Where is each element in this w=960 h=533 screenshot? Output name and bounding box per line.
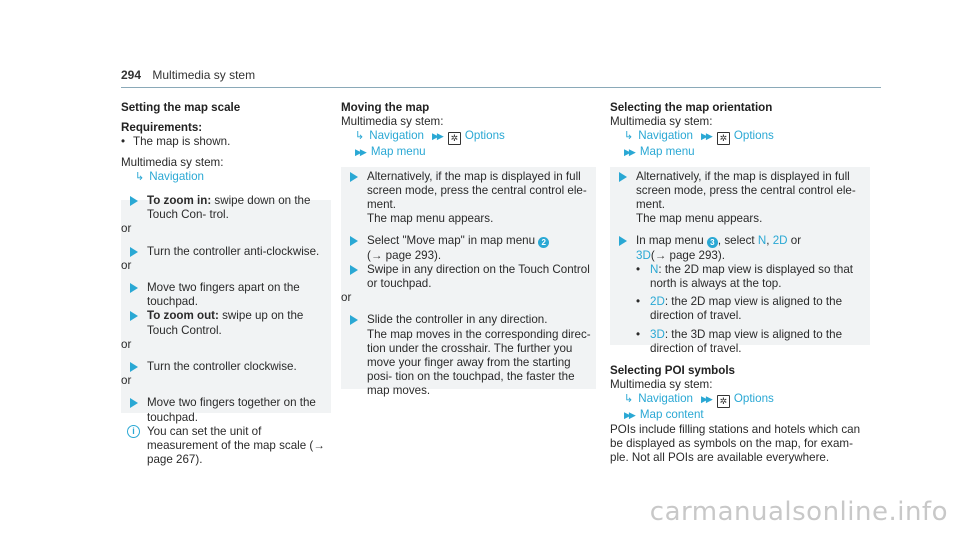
step-press-central [341, 170, 596, 227]
step-text: Alternatively, if the map is displayed in full screen mode, press the central control ele- ment. [367, 169, 587, 212]
step-text: Turn the controller anti-clockwise. [147, 244, 320, 258]
callout-number: 2 [538, 237, 549, 248]
path-options-label: Options [464, 129, 505, 143]
step-text: Move two fingers apart on the touchpad. [147, 281, 300, 309]
return-arrow-icon: ↳ [355, 130, 365, 143]
options-icon: ✲ [717, 395, 730, 408]
heading-map-scale: Setting the map scale [121, 101, 241, 114]
mm-label: Multimedia sy stem: [610, 115, 713, 129]
sub-option-2d: • 2D: the 2D map view is aligned to the direction of travel. [636, 295, 843, 323]
info-icon: i [127, 425, 140, 438]
step-result-text: The map moves in the corresponding direc- tion under the crosshair. The further you move your finger away from the starting posi- tion on the touchpad, the faster the map moves. [367, 327, 591, 398]
return-arrow-icon: ↳ [624, 393, 634, 406]
poi-description: POIs include filling stations and hotels which can be displayed as symbols on the map, for exam- ple. Not all POIs are available everywhere. [610, 422, 861, 465]
column-moving-map [341, 101, 596, 399]
step-arrow-icon [130, 283, 138, 293]
step-zoom-in [121, 194, 331, 222]
or-text: or [121, 258, 132, 272]
step-text: Slide the controller in any direction. [367, 313, 548, 327]
column-orientation [610, 101, 870, 465]
step-fingers-apart [121, 281, 331, 309]
option-n-label: N [650, 262, 659, 276]
step-arrow-icon [350, 265, 358, 275]
step-text: In map menu [636, 234, 704, 248]
path-navigation-options[interactable] [341, 129, 596, 145]
step-arrow-icon [130, 311, 138, 321]
page-header [121, 68, 255, 82]
path-options-label: Options [733, 392, 774, 406]
path-nav-label: Navigation [638, 129, 694, 143]
double-chevron-icon: ▶▶ [432, 131, 442, 142]
option-3d[interactable]: 3D [636, 248, 651, 262]
mm-label: Multimedia sy stem: [121, 155, 224, 169]
step-fingers-together [121, 396, 331, 424]
option-2d-label: 2D [650, 295, 665, 309]
return-arrow-icon: ↳ [624, 130, 634, 143]
or-text: or [121, 222, 132, 236]
page-ref: (→ page 293). [367, 248, 442, 262]
zoom-in-label: To zoom in: [147, 194, 212, 208]
heading-orientation: Selecting the map orientation [610, 101, 773, 114]
step-clockwise [121, 360, 331, 374]
step-text: Move two fingers together on the touchpad. [147, 396, 316, 424]
option-3d-label: 3D [650, 327, 665, 341]
column-map-scale [121, 101, 331, 467]
path-menu-label: Map menu [370, 145, 426, 159]
step-text: Turn the controller clockwise. [147, 360, 297, 374]
double-chevron-icon: ▶▶ [355, 147, 365, 158]
step-arrow-icon [130, 362, 138, 372]
step-text: Select "Move map" in map menu [367, 234, 536, 248]
path-options-label: Options [733, 129, 774, 143]
double-chevron-icon: ▶▶ [624, 410, 634, 421]
watermark: carmanualsonline.info [649, 497, 948, 527]
sub-option-3d: • 3D: the 3D map view is aligned to the direction of travel. [636, 327, 843, 355]
requirement-item: • The map is shown. [121, 135, 231, 149]
callout-number: 3 [707, 237, 718, 248]
step-arrow-icon [619, 236, 627, 246]
step-select-orientation: In map menu 3 , select N, 2D or 3D(→ page 293). [610, 234, 870, 262]
path-menu-label: Map menu [639, 145, 695, 159]
heading-poi: Selecting POI symbols [610, 364, 735, 378]
step-slide-controller [341, 313, 596, 398]
path-nav-label: Navigation [149, 169, 205, 183]
requirements-label: Requirements: [121, 121, 203, 135]
or-text: or [121, 337, 132, 351]
options-icon: ✲ [448, 132, 461, 145]
step-text-select: , select [717, 234, 755, 248]
info-note [121, 425, 331, 468]
heading-moving-map: Moving the map [341, 101, 430, 114]
option-n-desc: : the 2D map view is displayed so that north is always at the top. [650, 262, 853, 291]
info-text: You can set the unit of measurement of the map scale (→ page 267). [147, 424, 325, 467]
double-chevron-icon: ▶▶ [701, 131, 711, 142]
step-anticlockwise [121, 245, 331, 259]
path-nav-label: Navigation [369, 129, 425, 143]
option-n[interactable]: N [757, 234, 767, 248]
option-2d[interactable]: 2D [772, 234, 788, 248]
double-chevron-icon: ▶▶ [624, 147, 634, 158]
step-text: Swipe in any direction on the Touch Control or touchpad. [367, 262, 590, 291]
requirement-text: The map is shown. [133, 135, 231, 149]
path-map-menu[interactable] [341, 145, 596, 159]
step-arrow-icon [130, 247, 138, 257]
step-arrow-icon [350, 172, 358, 182]
or-text: or [121, 374, 132, 388]
section-title: Multimedia sy stem [152, 68, 256, 82]
option-3d-desc: : the 3D map view is aligned to the direction of travel. [650, 327, 843, 355]
or-text: or [341, 291, 352, 305]
step-result-text: The map menu appears. [367, 212, 494, 226]
step-zoom-out [121, 309, 331, 337]
path-map-content[interactable] [610, 408, 870, 422]
step-arrow-icon [130, 398, 138, 408]
step-arrow-icon [130, 196, 138, 206]
path-nav-label: Navigation [638, 392, 694, 406]
option-2d-desc: : the 2D map view is aligned to the direction of travel. [650, 295, 843, 323]
step-text: Alternatively, if the map is displayed in full screen mode, press the central control ele- ment. [636, 169, 856, 212]
step-arrow-icon [350, 315, 358, 325]
return-arrow-icon: ↳ [135, 170, 145, 183]
mm-label: Multimedia sy stem: [341, 115, 444, 129]
path-poi-navigation-options[interactable] [610, 392, 870, 408]
options-icon: ✲ [717, 132, 730, 145]
step-arrow-icon [350, 236, 358, 246]
path-map-menu[interactable] [610, 145, 870, 159]
path-navigation-options[interactable] [610, 129, 870, 145]
path-content-label: Map content [639, 408, 704, 422]
or-inline: or [787, 234, 802, 248]
double-chevron-icon: ▶▶ [701, 394, 711, 405]
step-select-move-map [341, 234, 596, 262]
sub-option-n: • N: the 2D map view is displayed so that north is always at the top. [636, 262, 853, 291]
step-swipe [341, 263, 596, 291]
zoom-out-label: To zoom out: [147, 309, 219, 323]
mm-label: Multimedia sy stem: [610, 378, 713, 392]
step-press-central [610, 170, 870, 227]
zoom-in-text: swipe down on the Touch Con- trol. [147, 194, 311, 222]
page-number: 294 [121, 68, 142, 82]
zoom-out-text: swipe up on the Touch Control. [147, 309, 304, 337]
page-ref: (→ page 293). [650, 248, 725, 262]
step-result-text: The map menu appears. [636, 212, 763, 226]
path-navigation[interactable] [121, 170, 331, 184]
step-arrow-icon [619, 172, 627, 182]
header-rule [121, 87, 881, 88]
